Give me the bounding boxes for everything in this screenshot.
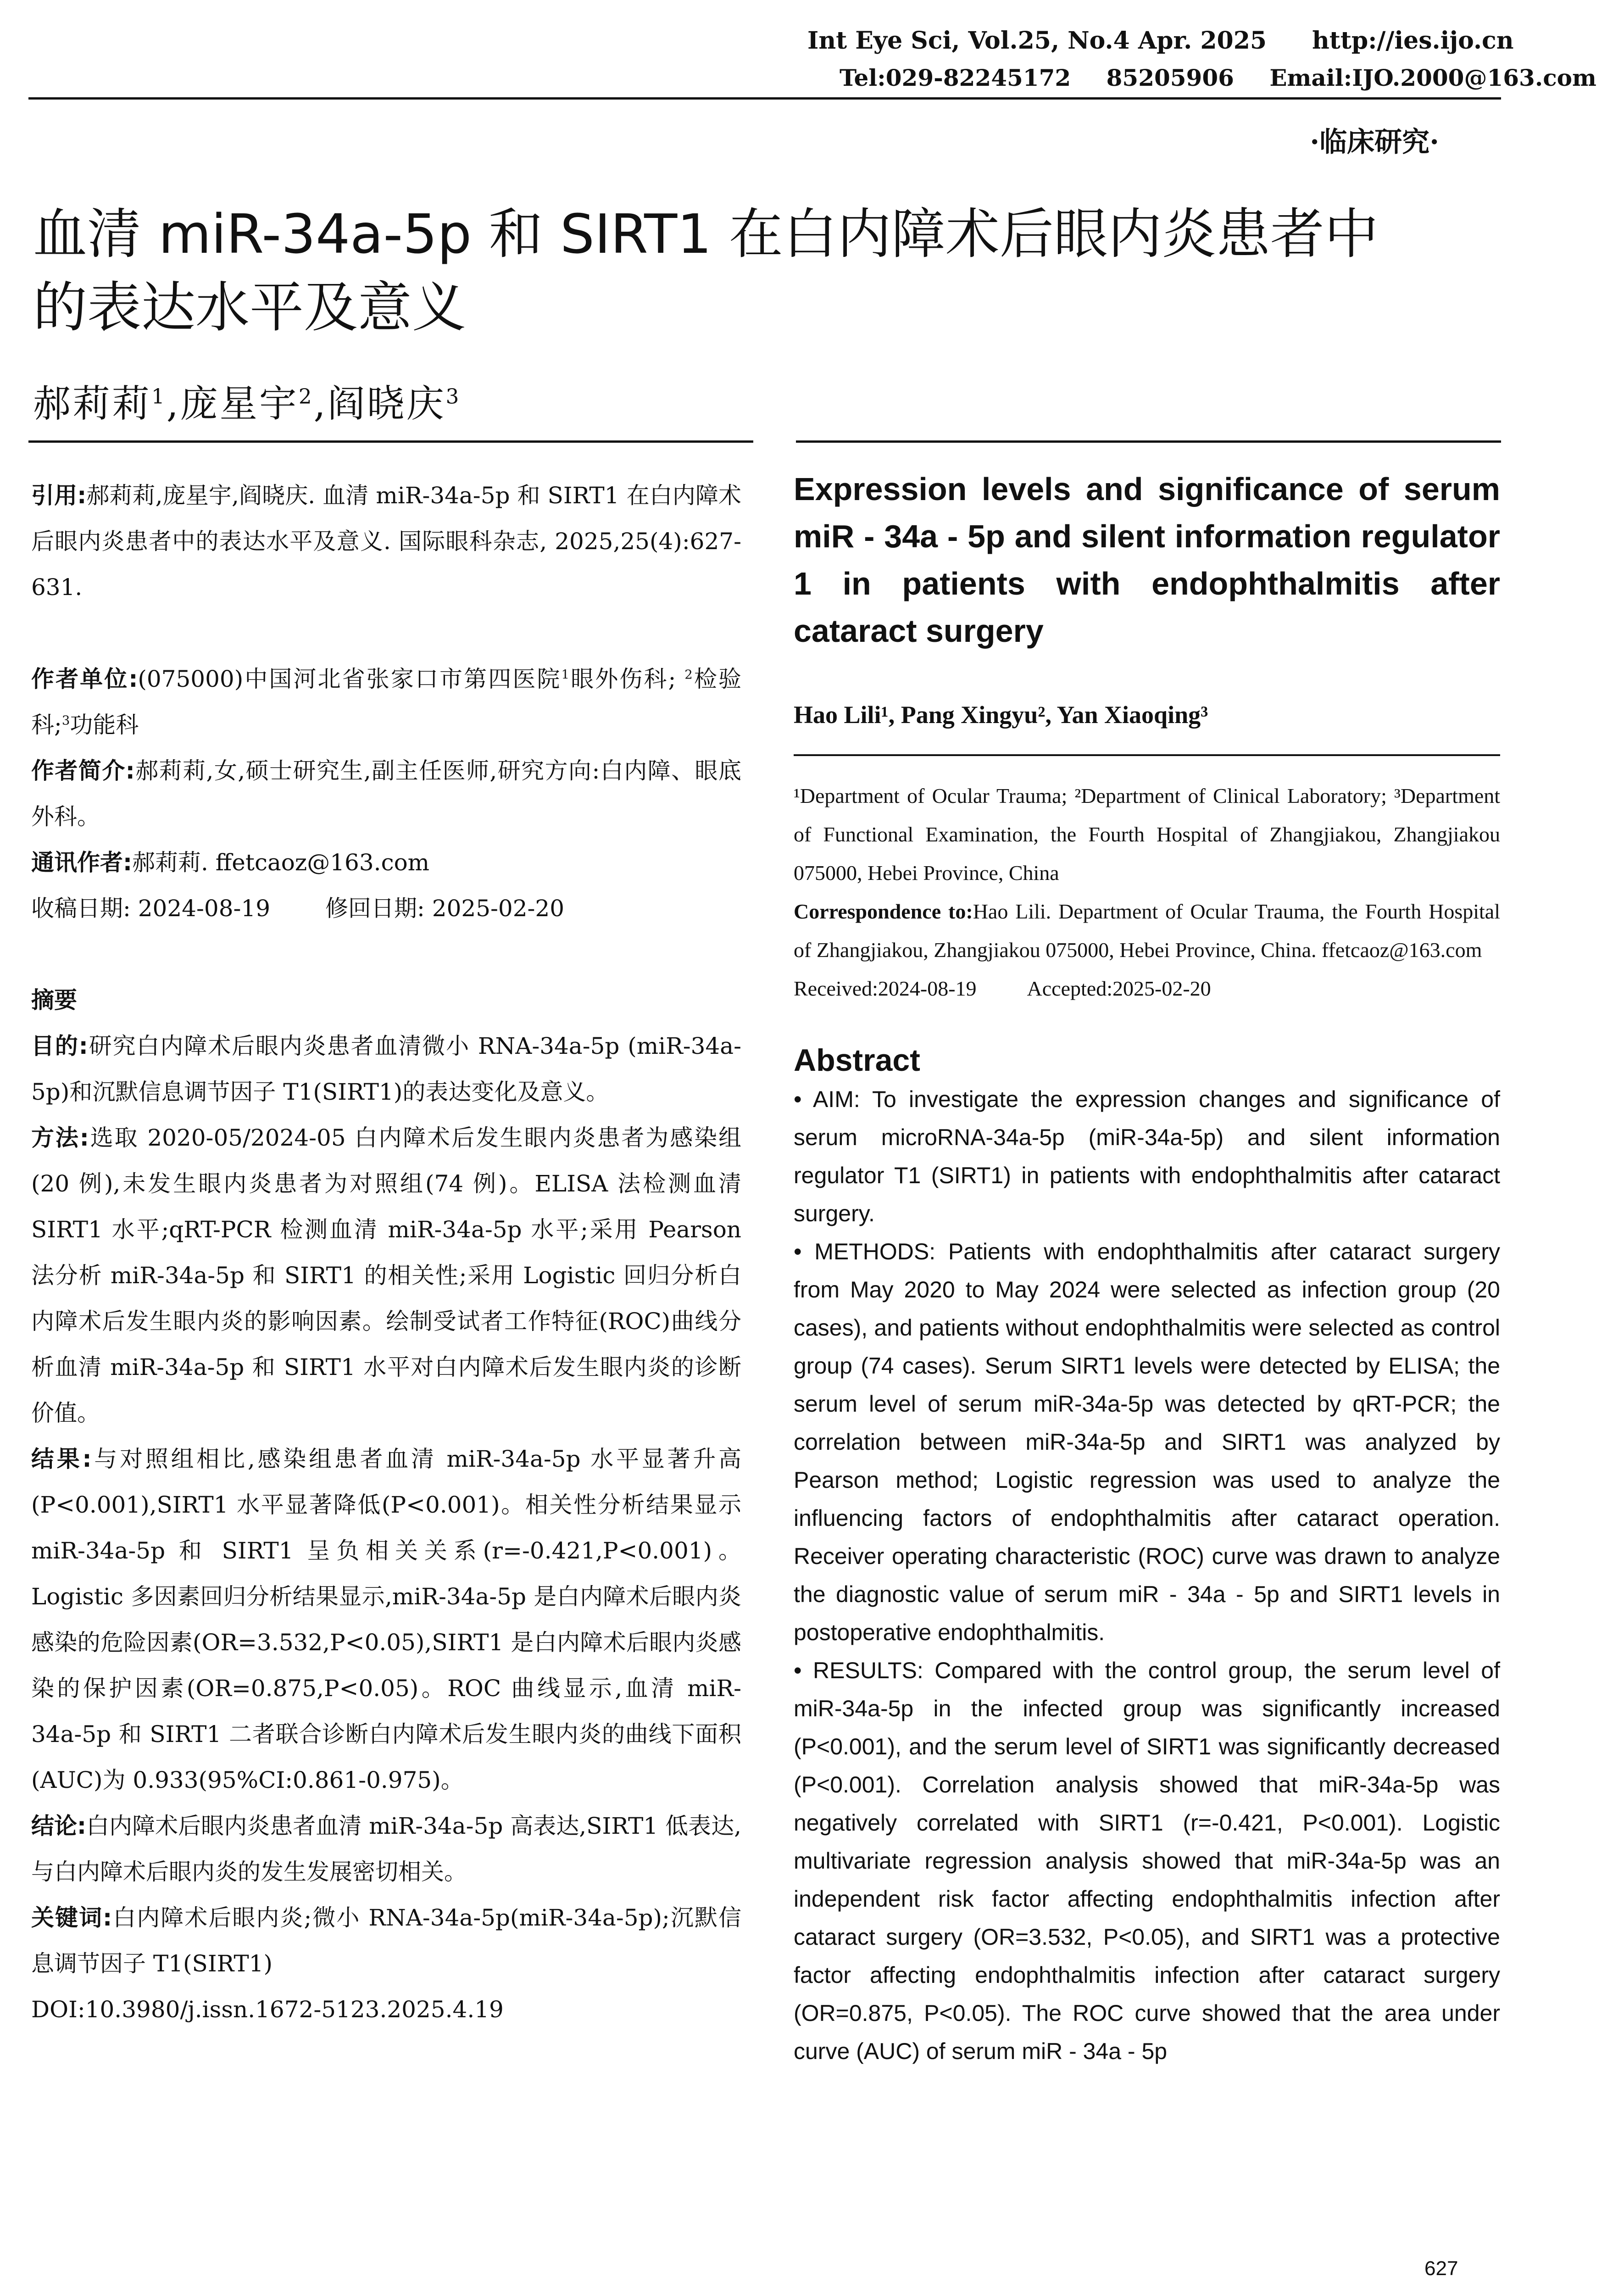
abstract-results-en: • RESULTS: Compared with the control group, the serum level of miR-34a-5p in the infected group was significantly increased (P<0.001), and the serum level of SIRT1 was significantly decreased (P<0.001). Correlation analysis showed that miR-34a-5p was negatively correlated with SIRT1 (r=-0.421, P<0.001). Logistic multivariate regression analysis showed that miR-34a-5p was an independent risk factor affecting endophthalmitis infection after cataract surgery (OR=3.532, P<0.05), and SIRT1 was a protective factor affecting endophthalmitis infection after cataract surgery (OR=0.875, P<0.05). The ROC curve showed that the area under curve (AUC) of serum miR - 34a - 5p	[794, 1658, 1500, 2064]
affil-marker: 3	[61, 713, 70, 728]
authors-divider	[794, 754, 1500, 756]
corresponding-author-block	[31, 840, 741, 885]
running-header-journal	[807, 27, 1514, 55]
affiliation-text: (075000)中国河北省张家口市第四医院	[138, 666, 562, 692]
article-title-en: Expression levels and significance of serum miR - 34a - 5p and silent information regulator 1 in patients with endophthalmitis after cataract surgery	[794, 471, 1500, 649]
affiliation-text: 眼外伤科;	[569, 666, 676, 692]
abstract-methods-cn	[31, 1115, 741, 1436]
journal-tel: Tel:029-82245172	[840, 64, 1071, 91]
author-name: 阎晓庆	[327, 382, 446, 426]
abstract-aim-cn	[31, 1023, 741, 1115]
title-cn-line1: 血清 miR-34a-5p 和 SIRT1 在白内障术后眼内炎患者中	[33, 202, 1379, 266]
journal-email[interactable]: Email:IJO.2000@163.com	[1269, 64, 1596, 91]
author-affil-marker: 3	[445, 384, 461, 409]
abstract-aim-en: • AIM: To investigate the expression changes and significance of serum microRNA-34a-5p (miR-34a-5p) and silent information regulator T1 (SIRT1) in patients with endophthalmitis after cataract surgery.	[794, 1086, 1500, 1226]
affil-marker: 1	[561, 667, 570, 682]
corr-text: 郝莉莉. ffetcaoz@163.com	[132, 849, 430, 876]
keywords-text: 白内障术后眼内炎;微小 RNA-34a-5p(miR-34a-5p);沉默信息调节因子 T1(SIRT1)	[31, 1904, 742, 1977]
author-separator: ,	[313, 382, 328, 426]
left-column-divider	[28, 440, 753, 443]
affiliation-block-en	[794, 777, 1500, 1008]
conclusion-text: 白内障术后眼内炎患者血清 miR-34a-5p 高表达,SIRT1 低表达,与白内障术后眼内炎的发生发展密切相关。	[31, 1813, 741, 1885]
received-date: 收稿日期: 2024-08-19	[31, 895, 271, 922]
accepted-date-en: Accepted:2025-02-20	[1027, 977, 1211, 1000]
correspondence-label: Correspondence to:	[794, 900, 973, 923]
keywords-label: 关键词:	[31, 1904, 112, 1931]
results-text: 与对照组相比,感染组患者血清 miR-34a-5p 水平显著升高(P<0.001),SIRT1 水平显著降低(P<0.001)。相关性分析结果显示 miR-34a-5p 和 SIRT1 呈负相关关系(r=-0.421,P<0.001)。Logistic 多因素回归分析结果显示,miR-34a-5p 是白内障术后眼内炎感染的危险因素(OR=3.532,P<0.05),SIRT1 是白内障术后眼内炎感染的保护因素(OR=0.875,P<0.05)。ROC 曲线显示,血清 miR-34a-5p 和 SIRT1 二者联合诊断白内障术后发生眼内炎的曲线下面积(AUC)为 0.933(95%CI:0.861-0.975)。	[31, 1446, 741, 1793]
abstract-results-cn	[31, 1436, 741, 1803]
dates-en	[794, 969, 1500, 1008]
author-affil-marker: 1	[151, 384, 167, 409]
right-column	[794, 466, 1500, 2070]
correspondence-en	[794, 892, 1500, 969]
methods-text: 选取 2020-05/2024-05 白内障术后发生眼内炎患者为感染组(20 例),未发生眼内炎患者为对照组(74 例)。ELISA 法检测血清 SIRT1 水平;qRT-PCR 检测血清 miR-34a-5p 水平;采用 Pearson 法分析 miR-34a-5p 和 SIRT1 的相关性;采用 Logistic 回归分析白内障术后发生眼内炎的影响因素。绘制受试者工作特征(ROC)曲线分析血清 miR-34a-5p 和 SIRT1 水平对白内障术后发生眼内炎的诊断价值。	[31, 1124, 741, 1426]
revised-date: 修回日期: 2025-02-20	[325, 895, 565, 922]
correspondence-text: Hao Lili. Department of Ocular Trauma, the Fourth Hospital of Zhangjiakou, Zhangjiakou 075000, Hebei Province, China. ffetcaoz@163.com	[794, 900, 1500, 962]
affiliation-label: 作者单位:	[31, 666, 138, 692]
corr-label: 通讯作者:	[31, 849, 132, 876]
affiliation-block	[31, 656, 741, 748]
received-date-en: Received:2024-08-19	[794, 977, 977, 1000]
abstract-heading-cn: 摘要	[31, 987, 77, 1013]
author-affil-marker: 2	[298, 384, 314, 409]
journal-url[interactable]: http://ies.ijo.cn	[1312, 27, 1514, 55]
affiliation-text: 功能科	[70, 712, 139, 738]
keywords-cn	[31, 1895, 741, 1987]
citation-block	[31, 473, 741, 610]
abstract-conclusion-cn	[31, 1803, 741, 1895]
author-name: 郝莉莉	[33, 382, 152, 426]
affiliation-text: 检验科;	[31, 666, 741, 738]
section-label: ·临床研究·	[1310, 126, 1439, 158]
author-list-cn	[33, 374, 461, 428]
citation-label: 引用:	[31, 482, 87, 509]
left-column	[31, 473, 741, 2032]
aim-text: 研究白内障术后眼内炎患者血清微小 RNA-34a-5p (miR-34a-5p)和沉默信息调节因子 T1(SIRT1)的表达变化及意义。	[31, 1033, 741, 1105]
affiliation-text-en: ¹Department of Ocular Trauma; ²Department of Clinical Laboratory; ³Department of Functional Examination, the Fourth Hospital of Zhangjiakou, Zhangjiakou 075000, Hebei Province, China	[794, 784, 1500, 885]
dates-block	[31, 885, 741, 931]
header-divider	[28, 97, 1501, 100]
conclusion-label: 结论:	[31, 1813, 87, 1839]
abstract-heading-en: Abstract	[794, 1043, 920, 1078]
author-separator: ,	[166, 382, 180, 426]
page-number: 627	[1424, 2257, 1458, 2280]
right-column-divider	[796, 440, 1501, 443]
methods-label: 方法:	[31, 1124, 89, 1151]
doi[interactable]: DOI:10.3980/j.issn.1672-5123.2025.4.19	[31, 1996, 504, 2023]
author-bio-block	[31, 748, 741, 840]
affil-marker: 2	[684, 667, 693, 682]
title-cn-line2: 的表达水平及意义	[33, 276, 467, 339]
citation-text: 郝莉莉,庞星宇,阎晓庆. 血清 miR-34a-5p 和 SIRT1 在白内障术后眼内炎患者中的表达水平及意义. 国际眼科杂志, 2025,25(4):627-631.	[31, 482, 741, 601]
journal-tel2: 85205906	[1106, 64, 1234, 91]
author-list-en: Hao Lili¹, Pang Xingyu², Yan Xiaoqing³	[794, 701, 1208, 729]
abstract-body-en	[794, 1080, 1500, 2070]
author-name: 庞星宇	[180, 382, 299, 426]
bio-text: 郝莉莉,女,硕士研究生,副主任医师,研究方向:白内障、眼底外科。	[31, 757, 741, 830]
aim-label: 目的:	[31, 1033, 88, 1059]
journal-citation: Int Eye Sci, Vol.25, No.4 Apr. 2025	[807, 27, 1267, 55]
article-title-cn	[33, 197, 1501, 344]
running-header-contact	[840, 64, 1596, 91]
bio-label: 作者简介:	[31, 757, 135, 784]
results-label: 结果:	[31, 1446, 92, 1472]
abstract-methods-en: • METHODS: Patients with endophthalmitis after cataract surgery from May 2020 to May 2024 were selected as infection group (20 cases), and patients without endophthalmitis were selected as control group (74 cases). Serum SIRT1 levels were detected by ELISA; the serum level of serum miR-34a-5p was detected by qRT-PCR; the correlation between miR-34a-5p and SIRT1 was analyzed by Pearson method; Logistic regression was used to analyze the influencing factors of endophthalmitis after cataract operation. Receiver operating characteristic (ROC) curve was drawn to analyze the diagnostic value of serum miR - 34a - 5p and SIRT1 levels in postoperative endophthalmitis.	[794, 1239, 1500, 1645]
